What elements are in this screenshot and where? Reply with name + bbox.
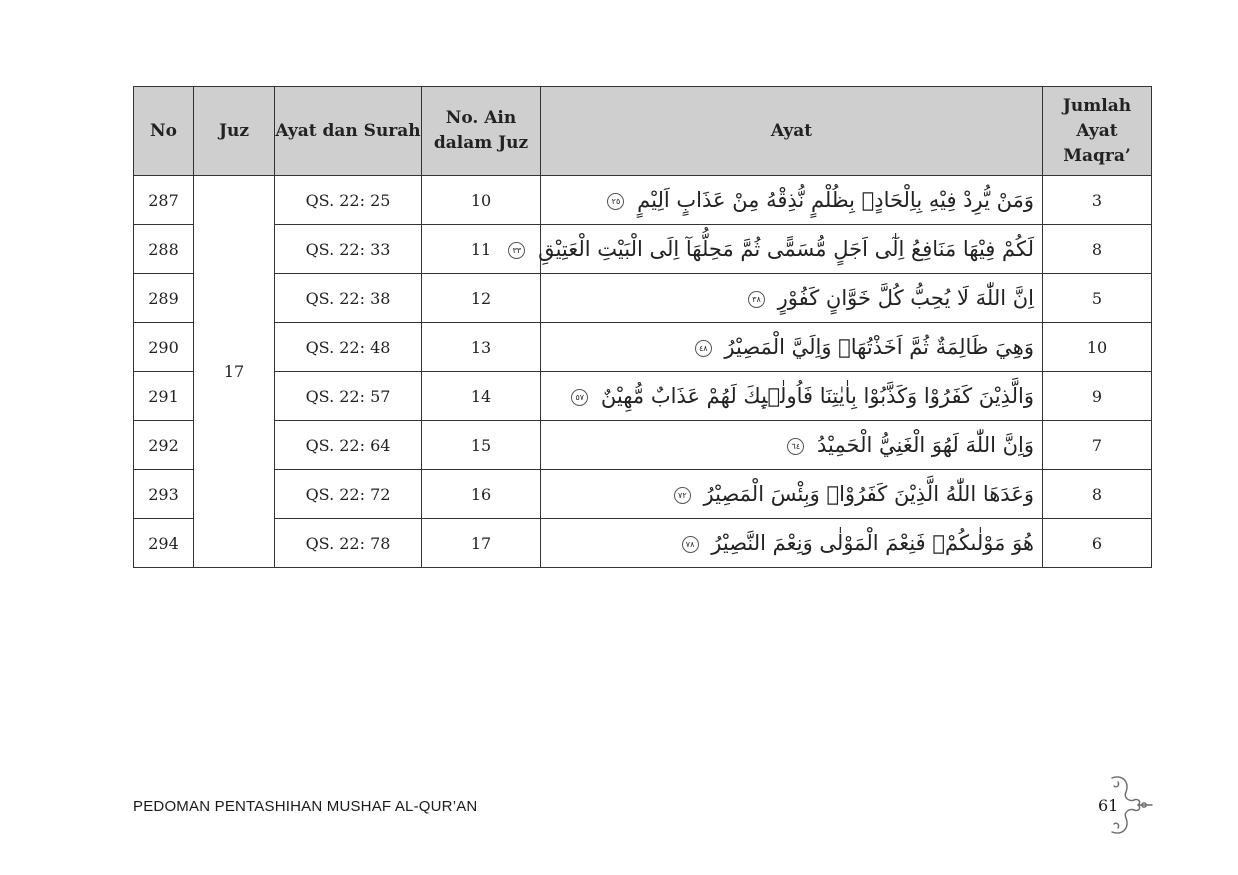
cell-jumlah: 7: [1043, 421, 1152, 470]
cell-ain: 11: [422, 225, 541, 274]
table-row: [134, 421, 1152, 470]
cell-ayat: [541, 519, 1043, 568]
ayat-text: وَعَدَهَا اللّٰهُ الَّذِيْنَ كَفَرُوْاۗ وَبِئْسَ الْمَصِيْرُ: [703, 482, 1034, 506]
ain-table: [133, 86, 1152, 568]
ayah-end-marker: ٣٨: [748, 291, 765, 308]
header-no-ain-line1: No. Ain: [445, 108, 517, 128]
cell-surah: QS. 22: 38: [275, 274, 422, 323]
table-row: [134, 323, 1152, 372]
cell-no: 287: [134, 176, 194, 225]
ayah-end-marker: ٤٨: [695, 340, 712, 357]
cell-ayat: [541, 470, 1043, 519]
cell-ain: 10: [422, 176, 541, 225]
header-jumlah-line1: Jumlah: [1062, 95, 1132, 116]
header-jumlah: [1043, 87, 1152, 176]
cell-surah: QS. 22: 57: [275, 372, 422, 421]
cell-ain: 16: [422, 470, 541, 519]
header-no-ain-line2: dalam Juz: [433, 133, 529, 153]
cell-ain: 12: [422, 274, 541, 323]
cell-no: 290: [134, 323, 194, 372]
cell-surah: QS. 22: 78: [275, 519, 422, 568]
ayat-text: هُوَ مَوْلٰىكُمْۚ فَنِعْمَ الْمَوْلٰى وَنِعْمَ النَّصِيْرُ: [711, 531, 1034, 555]
header-ayat-surah: Ayat dan Surah: [275, 87, 422, 176]
header-jumlah-line2: Ayat: [1076, 120, 1118, 141]
ayat-text: اِنَّ اللّٰهَ لَا يُحِبُّ كُلَّ خَوَّانٍ كَفُوْرٍ: [777, 286, 1034, 310]
table-row: [134, 225, 1152, 274]
table-row: [134, 176, 1152, 225]
cell-ayat: [541, 421, 1043, 470]
header-juz: Juz: [194, 87, 275, 176]
header-no: No: [134, 87, 194, 176]
header-ayat: Ayat: [541, 87, 1043, 176]
cell-no: 291: [134, 372, 194, 421]
table-row: [134, 470, 1152, 519]
ayat-text: وَاِنَّ اللّٰهَ لَهُوَ الْغَنِيُّ الْحَمِيْدُ: [817, 433, 1034, 457]
header-no-ain: [422, 87, 541, 176]
floral-ornament-icon: [1108, 772, 1154, 838]
cell-jumlah: 10: [1043, 323, 1152, 372]
cell-surah: QS. 22: 72: [275, 470, 422, 519]
ayat-text: وَمَنْ يُّرِدْ فِيْهِ بِاِلْحَادٍۢ بِظُلْمٍ نُّذِقْهُ مِنْ عَذَابٍ اَلِيْمٍ: [637, 188, 1034, 212]
cell-jumlah: 3: [1043, 176, 1152, 225]
cell-ayat: [541, 176, 1043, 225]
cell-surah: QS. 22: 48: [275, 323, 422, 372]
cell-ayat: [541, 323, 1043, 372]
cell-jumlah: 9: [1043, 372, 1152, 421]
ayah-end-marker: ٦٤: [787, 438, 804, 455]
cell-ain: 14: [422, 372, 541, 421]
table-row: [134, 372, 1152, 421]
cell-juz: 17: [194, 176, 275, 568]
ayah-end-marker: ٣٣: [508, 242, 525, 259]
header-jumlah-line3: Maqra’: [1063, 145, 1131, 166]
cell-no: 288: [134, 225, 194, 274]
ayat-text: لَكُمْ فِيْهَا مَنَافِعُ اِلٰٓى اَجَلٍ مُّسَمًّى ثُمَّ مَحِلُّهَآ اِلَى الْبَيْتِ الْعَتِيْقِ: [538, 237, 1034, 261]
page-number: 61: [1098, 796, 1119, 815]
cell-no: 294: [134, 519, 194, 568]
ayah-end-marker: ٢٥: [607, 193, 624, 210]
ayah-end-marker: ٧٨: [682, 536, 699, 553]
cell-jumlah: 6: [1043, 519, 1152, 568]
cell-ain: 15: [422, 421, 541, 470]
ayah-end-marker: ٧٢: [674, 487, 691, 504]
cell-surah: QS. 22: 25: [275, 176, 422, 225]
cell-ain: 13: [422, 323, 541, 372]
cell-no: 289: [134, 274, 194, 323]
ayat-text: وَهِيَ ظَالِمَةٌ ثُمَّ اَخَذْتُهَاۚ وَاِلَيَّ الْمَصِيْرُ: [724, 335, 1034, 359]
ayah-end-marker: ٥٧: [571, 389, 588, 406]
cell-jumlah: 5: [1043, 274, 1152, 323]
table-row: [134, 274, 1152, 323]
cell-surah: QS. 22: 33: [275, 225, 422, 274]
cell-no: 293: [134, 470, 194, 519]
cell-jumlah: 8: [1043, 225, 1152, 274]
cell-surah: QS. 22: 64: [275, 421, 422, 470]
footer-book-title: PEDOMAN PENTASHIHAN MUSHAF AL-QUR’AN: [133, 798, 478, 815]
cell-ayat: [541, 372, 1043, 421]
cell-ain: 17: [422, 519, 541, 568]
table-header-row: [134, 87, 1152, 176]
cell-jumlah: 8: [1043, 470, 1152, 519]
ayat-text: وَالَّذِيْنَ كَفَرُوْا وَكَذَّبُوْا بِاٰيٰتِنَا فَاُولٰۤىِٕكَ لَهُمْ عَذَابٌ مُّهِيْنٌ: [600, 384, 1034, 408]
cell-no: 292: [134, 421, 194, 470]
table-row: [134, 519, 1152, 568]
cell-ayat: [541, 274, 1043, 323]
cell-ayat: [512, 225, 1043, 274]
